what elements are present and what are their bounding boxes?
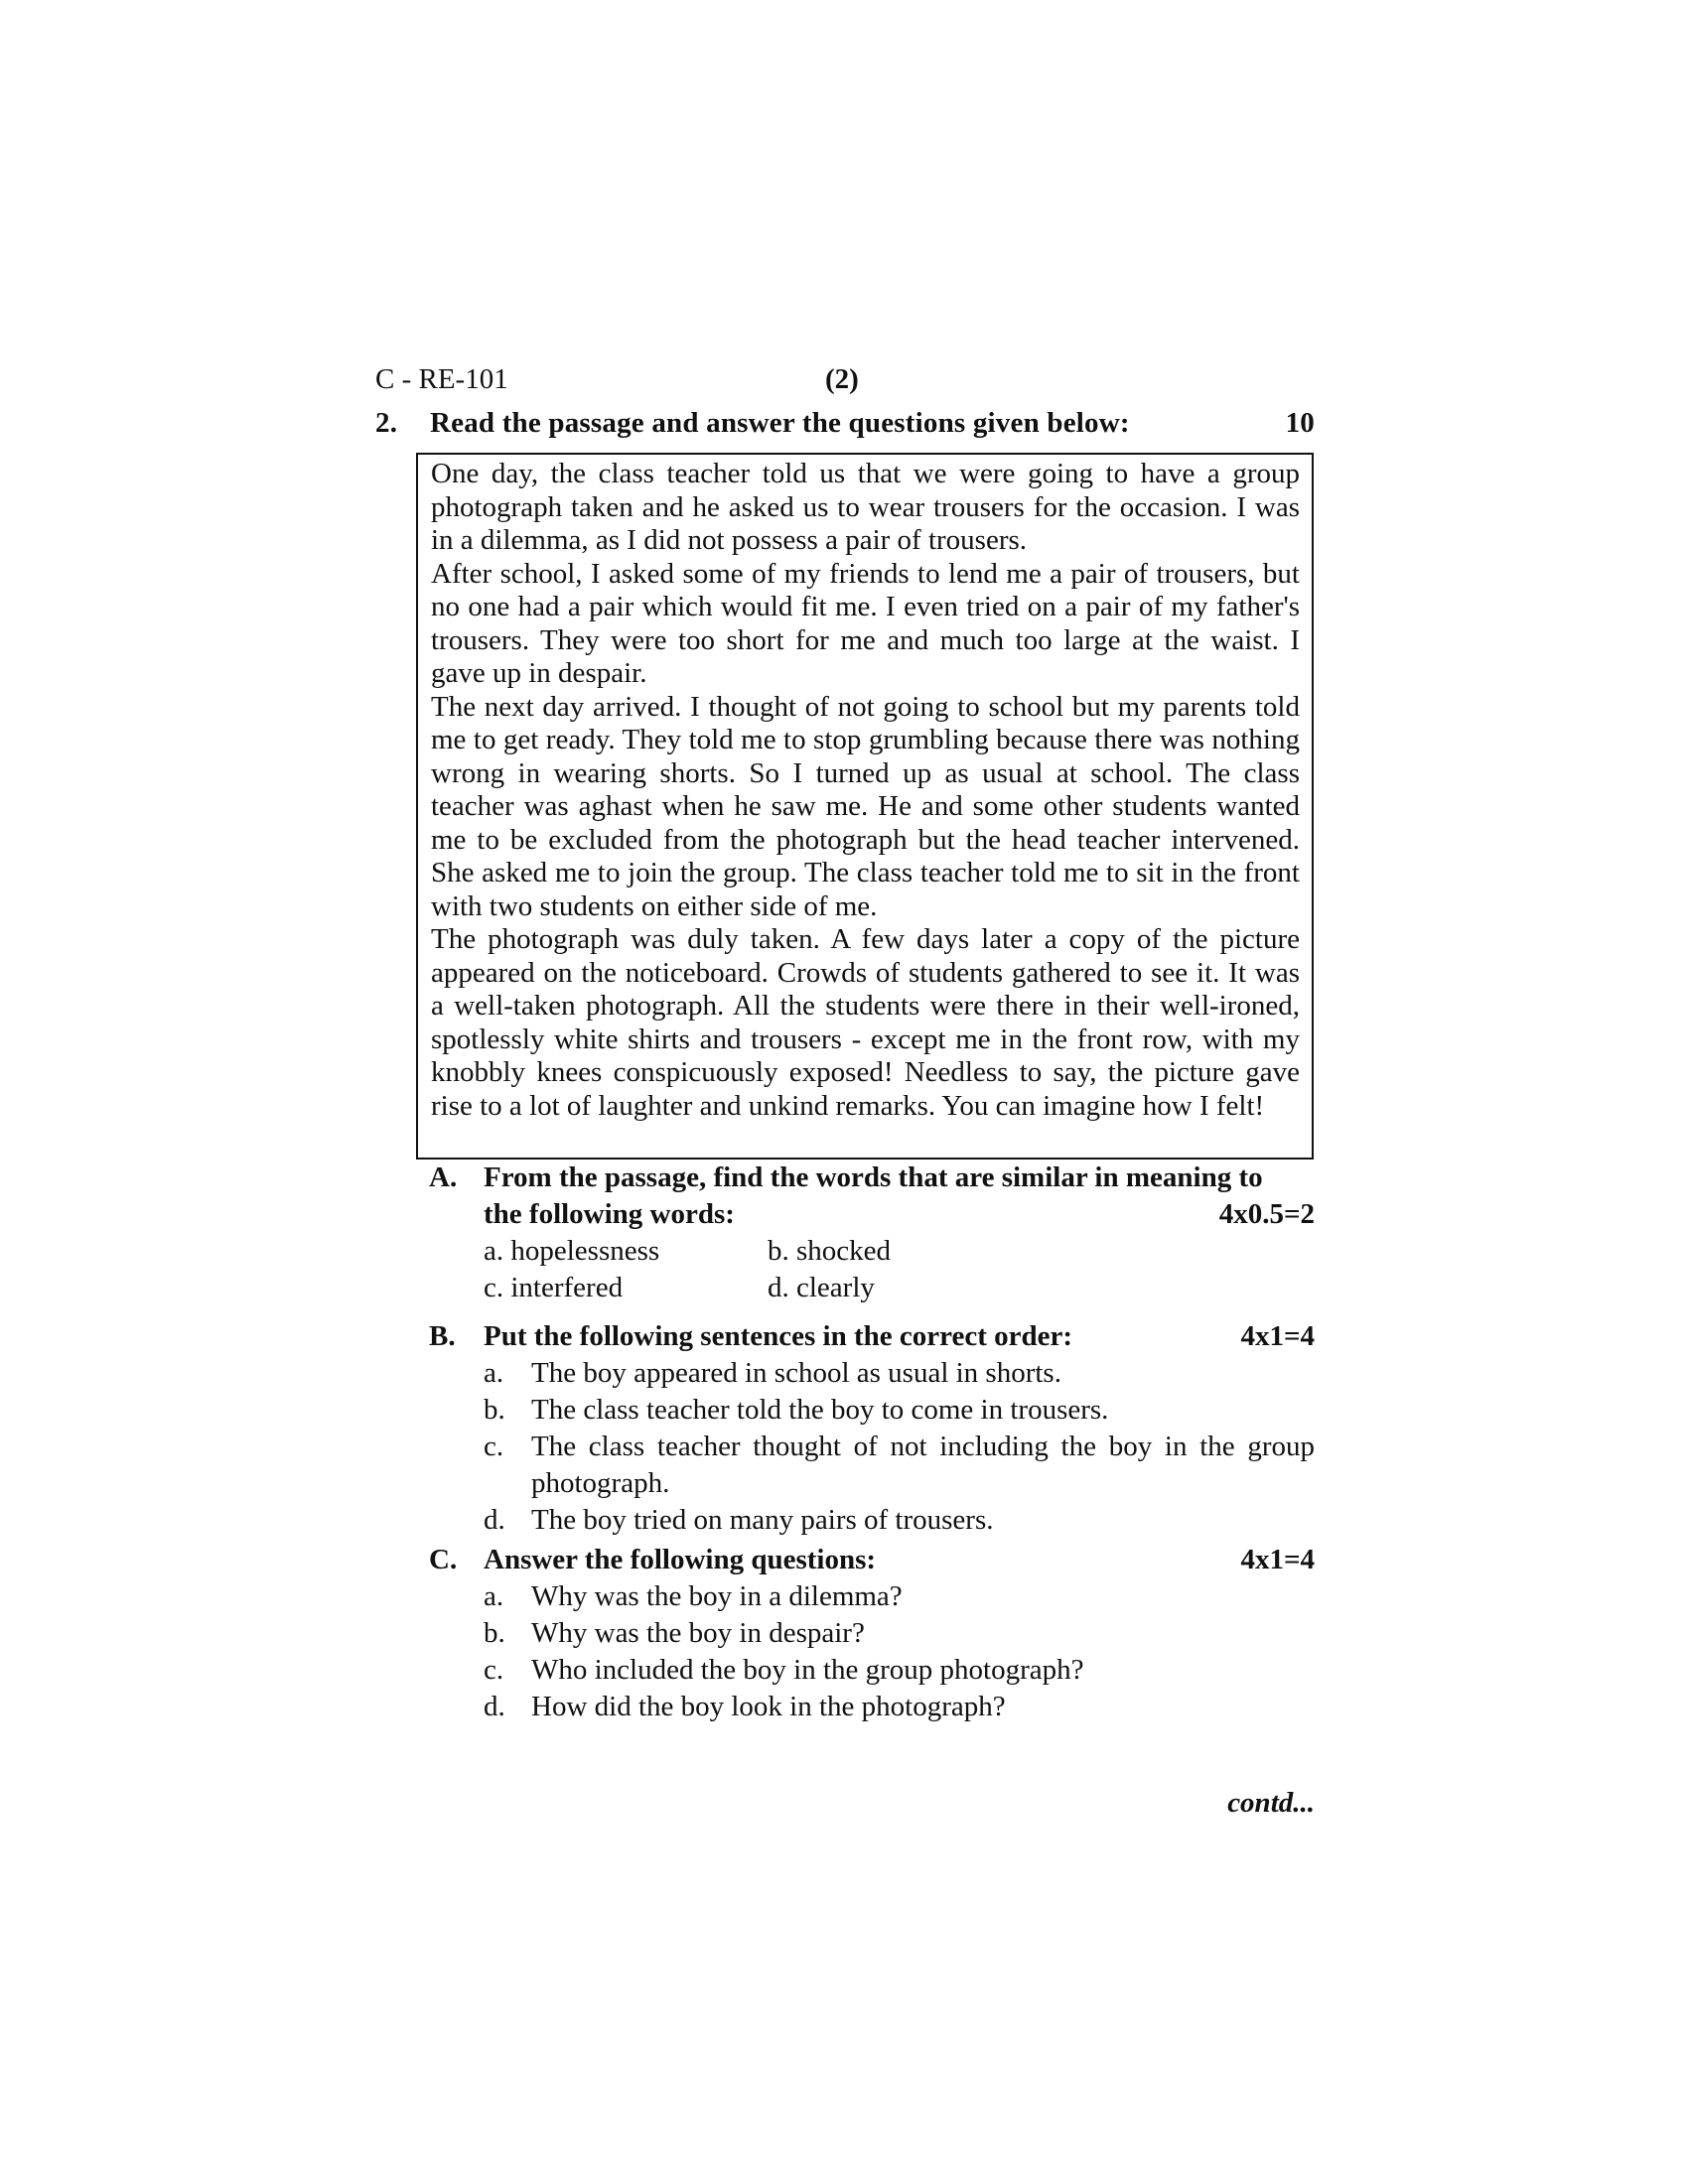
section-title-cont: the following words: bbox=[484, 1198, 735, 1230]
item-text: The boy tried on many pairs of trousers. bbox=[531, 1504, 994, 1536]
item-text: The class teacher thought of not including the boy in the group photograph. bbox=[531, 1431, 1315, 1499]
word-list bbox=[484, 1233, 1315, 1306]
list-item bbox=[484, 1392, 1315, 1429]
item-label: c. bbox=[484, 1654, 504, 1686]
section-letter: B. bbox=[429, 1320, 456, 1352]
passage-box bbox=[416, 453, 1314, 1160]
item-label: c. bbox=[484, 1431, 504, 1462]
section-letter: C. bbox=[429, 1544, 458, 1575]
question-heading bbox=[375, 407, 1315, 440]
question-number: 2. bbox=[375, 407, 398, 439]
section-title: Answer the following questions: bbox=[484, 1544, 877, 1575]
word-item: c. interfered bbox=[484, 1272, 624, 1303]
continued-note: contd... bbox=[1227, 1787, 1315, 1819]
item-text: The boy appeared in school as usual in shorts. bbox=[531, 1357, 1061, 1389]
word-item: d. clearly bbox=[768, 1272, 875, 1303]
item-text: The class teacher told the boy to come in trousers. bbox=[531, 1394, 1109, 1426]
section-a bbox=[429, 1160, 1315, 1306]
question-list bbox=[484, 1578, 1315, 1725]
list-item bbox=[484, 1502, 1315, 1539]
item-text: Why was the boy in a dilemma? bbox=[531, 1580, 903, 1612]
item-label: b. bbox=[484, 1617, 505, 1649]
list-item bbox=[484, 1689, 1315, 1725]
item-label: a. bbox=[484, 1580, 504, 1612]
section-b bbox=[429, 1318, 1315, 1539]
list-item bbox=[484, 1429, 1315, 1502]
section-title: Put the following sentences in the correct order: bbox=[484, 1320, 1073, 1352]
section-marks: 4x1=4 bbox=[1240, 1320, 1315, 1352]
item-text: How did the boy look in the photograph? bbox=[531, 1691, 1006, 1722]
passage-paragraph: After school, I asked some of my friends to lend me a pair of trousers, but no one had a pair which would fit me. I even tried on a pair of my father's trousers. They were too short for me and much too large at the waist. I gave up in despair. bbox=[431, 557, 1300, 689]
passage-paragraph: One day, the class teacher told us that we were going to have a group photograph taken and he asked us to wear trousers for the occasion. I was in a dilemma, as I did not possess a pair of trousers. bbox=[431, 458, 1300, 556]
item-label: d. bbox=[484, 1504, 505, 1536]
paper-code: C - RE-101 bbox=[375, 363, 508, 395]
item-label: d. bbox=[484, 1691, 505, 1722]
sentence-list bbox=[484, 1355, 1315, 1539]
question-text: Read the passage and answer the questions given below: bbox=[430, 407, 1130, 439]
section-letter: A. bbox=[429, 1161, 458, 1193]
list-item bbox=[484, 1355, 1315, 1392]
section-b-heading bbox=[429, 1318, 1315, 1355]
section-title: From the passage, find the words that are similar in meaning to bbox=[484, 1161, 1263, 1193]
section-a-heading bbox=[429, 1160, 1315, 1233]
word-item: a. hopelessness bbox=[484, 1235, 660, 1267]
list-item bbox=[484, 1615, 1315, 1652]
item-text: Who included the boy in the group photograph? bbox=[531, 1654, 1084, 1686]
passage-paragraph: The next day arrived. I thought of not going to school but my parents told me to get ready. They told me to stop grumbling because there was nothing wrong in wearing shorts. So I turned up as usual at school. The class teacher was aghast when he saw me. He and some other students wanted me to be excluded from the photograph but the head teacher intervened. She asked me to join the group. The class teacher told me to sit in the front with two students on either side of me. bbox=[431, 690, 1300, 922]
word-item: b. shocked bbox=[768, 1235, 892, 1267]
section-c-heading bbox=[429, 1542, 1315, 1578]
list-item bbox=[484, 1578, 1315, 1615]
page-number: (2) bbox=[825, 363, 859, 395]
item-label: a. bbox=[484, 1357, 504, 1389]
section-marks: 4x0.5=2 bbox=[1218, 1198, 1315, 1230]
item-text: Why was the boy in despair? bbox=[531, 1617, 865, 1649]
item-label: b. bbox=[484, 1394, 505, 1426]
passage-paragraph: The photograph was duly taken. A few days later a copy of the picture appeared on the noticeboard. Crowds of students gathered to see it. It was a well-taken photograph. All the students were there in their well-ironed, spotlessly white shirts and trousers - except me in the front row, with my knobbly knees conspicuously exposed! Needless to say, the picture gave rise to a lot of laughter and unkind remarks. You can imagine how I felt! bbox=[431, 923, 1300, 1122]
section-c bbox=[429, 1542, 1315, 1725]
list-item bbox=[484, 1652, 1315, 1689]
section-marks: 4x1=4 bbox=[1240, 1544, 1315, 1575]
question-marks: 10 bbox=[1285, 407, 1315, 439]
